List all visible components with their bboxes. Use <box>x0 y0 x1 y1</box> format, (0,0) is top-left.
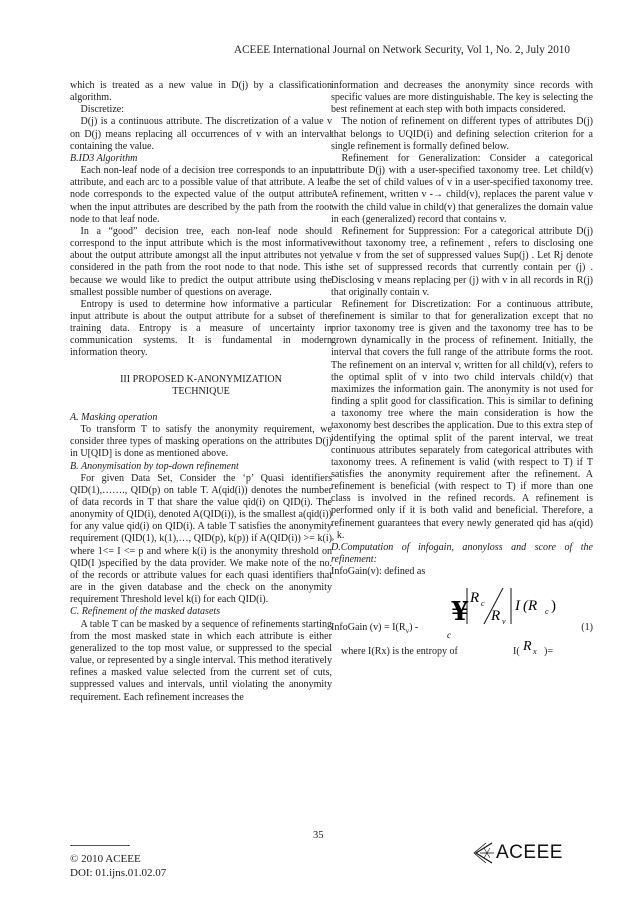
doi: DOI: 01.ijns.01.02.07 <box>70 867 167 879</box>
section-heading: C. Refinement of the masked datasets <box>70 606 221 618</box>
section-heading: B.ID3 Algorithm <box>70 152 138 164</box>
paragraph: Each non-leaf node of a decision tree corresponds to an input attribute, and each arc to a possible value of that attribute. A leaf node corresponds to the expected value of the output attribute when the input attributes are described by the path from the root node to that leaf node. <box>70 165 332 225</box>
rx-symbol: R <box>523 639 532 655</box>
i-symbol: I <box>515 598 520 615</box>
paragraph: The notion of refinement on different types of attributes D(j) that belongs to UQID(i) and defining selection criterion for a single refinement is formally defined below. <box>331 116 593 152</box>
where-eq: )= <box>544 646 554 658</box>
equation-number: (1) <box>581 622 593 634</box>
running-header: ACEEE International Journal on Network Security, Vol 1, No. 2, July 2010 <box>234 44 570 56</box>
paragraph: Refinement for Discretization: For a continuous attribute, refinement is similar to that for generalization except that no prior taxonomy tree is given and the taxonomy tree has to be grown dynamically in the process of refinement. Initially, the interval that covers the full range of the attribute forms the root. The refinement on an interval v, written for all child(v), refers to the optimal split of v into two child intervals child(v) that maximizes the information gain. The anonymity is not used for finding a split good for classification. This is similar to defining a taxonomy tree where the main consideration is how the taxonomy best describes the application. Due to this extra step of identifying the optimal split of the parent interval, we treat continuous attributes separately from categorical attributes with taxonomy trees. A refinement is valid (with respect to T) if T satisfies the anonymity requirement after the refinement. A refinement is beneficial (with respect to T) if more than one class is involved in the refined records. A refinement is performed only if it is both valid and beneficial. Therefore, a refinement guarantees that every newly generated qid has a(qid) ¸ k. <box>331 298 593 541</box>
right-column <box>331 80 593 660</box>
rc-sub: c <box>481 599 485 609</box>
left-column <box>70 80 332 704</box>
page-number: 35 <box>313 830 324 841</box>
paragraph: A table T can be masked by a sequence of refinements starting from the most masked state in which each attribute is either generalized to the top most value, or suppressed to the special value, or represented by a single interval. This method iteratively refines a masked value selected from the current set of cuts, suppressed values and intervals, until violating the anonymity requirement. Each refinement increases the <box>70 618 332 703</box>
rx-graphic <box>521 634 545 660</box>
paragraph: In a “good” decision tree, each non-leaf node should correspond to the input attribute which is the most informative about the output attribute amongst all the input attributes not yet considered in the path from the root node to that node. This is because we would like to predict the output attribute using the smallest possible number of questions on average. <box>70 225 332 298</box>
section-heading-iii <box>70 374 332 398</box>
paragraph: information and decreases the anonymity since records with specific values are more distinguishable. The key is selecting the best refinement at each step with both impacts considered. <box>331 80 593 116</box>
i-arg-sub: c <box>545 607 549 617</box>
footer-rule <box>70 845 130 846</box>
paragraph: which is treated as a new value in D(j) by a classification algorithm. <box>70 80 332 104</box>
footer <box>70 852 166 880</box>
sum-symbol: ¥ <box>451 597 470 628</box>
paragraph: Entropy is used to determine how informative a particular input attribute is about the output attribute for a subset of the training data. Entropy is a measure of uncertainty in communication systems. It is fundamental in modern information theory. <box>70 298 332 359</box>
formula-graphic <box>447 582 581 641</box>
paragraph: Refinement for Generalization: Consider a categorical attribute D(j) with a user-specified taxonomy tree. Let child(v) be the set of child values of v in a user-specified taxonomy tree. A refinement, written v -→ child(v), replaces the parent value v with the child value in child(v) that generalizes the domain value in each (generalized) record that contains v. <box>331 152 593 225</box>
paragraph: InfoGain(v): defined as <box>331 566 426 578</box>
paragraph: For given Data Set, Consider the ‘p’ Quasi identifiers QID(1),……., QID(p) on table T. A(qid(i)) denotes the number of data records in T that share the value qid(i) on QID(i). The anonymity of QID(i), denoted A(QID(i)), is the smallest a(qid(i)) for any value qid(i) on QID(i). A table T satisfies the anonymity requirement (QID(1), k(1),…, QID(p), k(p)) if A(QID(i)) >= k(i) where 1<= I <= p and where k(i) is the anonymity threshold on QID(I )specified by the data provider. We make note of the no. of the records or attribute values for each quasi identifiers that are in the given database and the check on the anonymity requirement Threshold level k(i) for each QID(i). <box>70 472 332 606</box>
section-heading: A. Masking operation <box>70 411 158 423</box>
copyright: © 2010 ACEEE <box>70 853 141 865</box>
aceee-logo <box>472 840 582 866</box>
i-arg: (R <box>523 598 538 615</box>
rc-symbol: R <box>470 590 480 607</box>
paragraph: Discretize: <box>80 104 125 116</box>
paragraph: To transform T to satisfy the anonymity requirement, we consider three types of masking operations on the attributes D(j) in U[QID] is done as mentioned above. <box>70 424 332 460</box>
sum-index: c <box>447 630 451 641</box>
heading-line: TECHNIQUE <box>172 385 230 397</box>
section-heading: D.Computation of infogain, anonyloss and score of the refinement: <box>331 541 593 566</box>
infogain-formula <box>331 582 593 640</box>
heading-line: III PROPOSED K-ANONYMIZATION <box>120 373 282 385</box>
rv-symbol: R <box>491 608 501 625</box>
logo-text: ACEEE <box>496 842 563 863</box>
rv-sub: v <box>502 617 506 627</box>
rx-sub: x <box>533 647 537 657</box>
i-close: ) <box>551 598 556 615</box>
logo-mark-icon <box>472 840 496 866</box>
paragraph: D(j) is a continuous attribute. The discretization of a value v on D(j) means replacing all occurrences of v with an interval containing the value. <box>70 116 332 152</box>
section-heading: B. Anonymisation by top-down refinement <box>70 460 239 472</box>
where-i: I( <box>513 646 520 658</box>
formula-lhs: InfoGain $(v) = I(R_v)$ - <box>331 622 419 636</box>
where-text: where I(Rx) is the entropy of <box>341 646 458 658</box>
entropy-line <box>331 639 593 660</box>
paragraph: Refinement for Suppression: For a categorical attribute D(j) without taxonomy tree, a refinement , refers to disclosing one value v from the set of suppressed values Sup(j) . Let Rj denote the set of suppressed records that currently contain per (j) . Disclosing v means replacing per (j) with v in all records in R(j) that originally contain v. <box>331 225 593 298</box>
